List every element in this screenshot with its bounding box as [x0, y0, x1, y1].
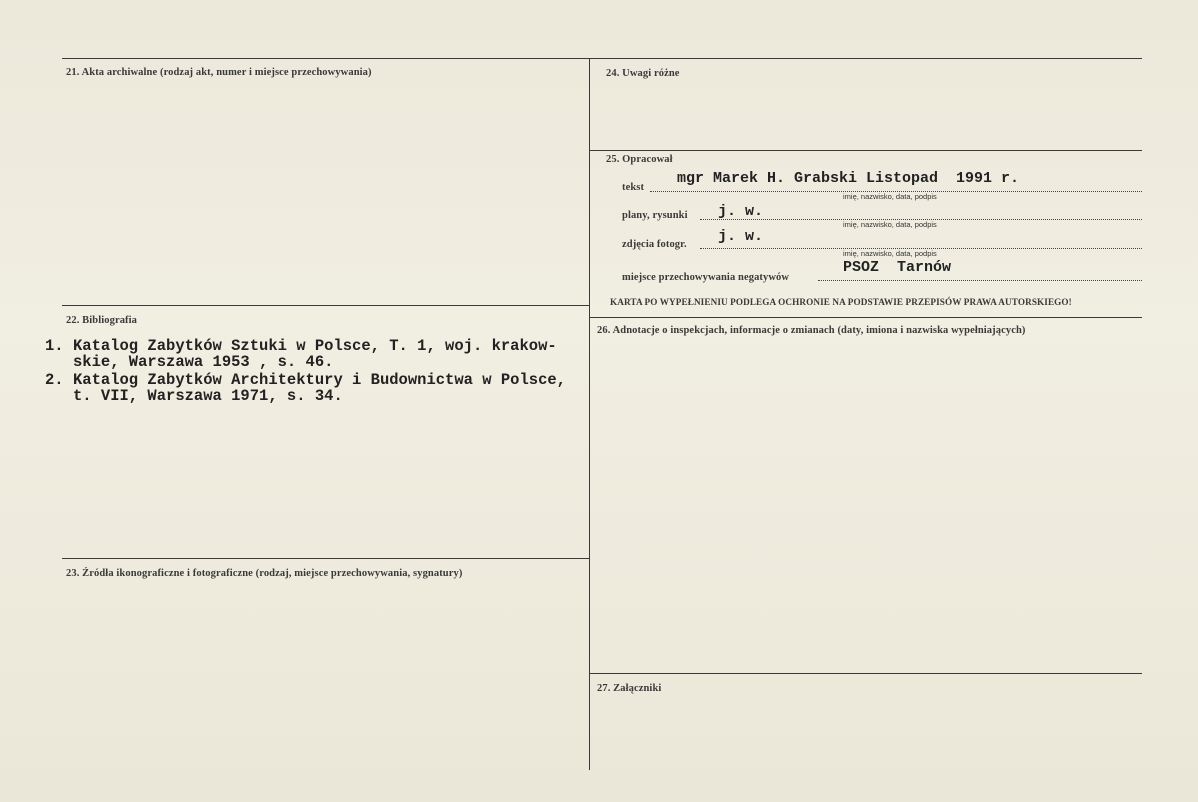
bibliography-item-number: 1. [45, 337, 64, 355]
plany-value: j. w. [718, 203, 764, 220]
zdjecia-label: zdjęcia fotogr. [622, 239, 687, 250]
negatywy-label: miejsce przechowywania negatywów [622, 272, 790, 283]
rule-27 [590, 673, 1142, 674]
plany-hint: imię, nazwisko, data, podpis [843, 220, 937, 229]
center-divider [589, 58, 590, 770]
bibliography-item-text: Katalog Zabytków Architektury i Budownictwa w Polsce, t. VII, Warszawa 1971, s. 34. [73, 371, 566, 405]
bibliography-item-text: Katalog Zabytków Sztuki w Polsce, T. 1, woj. krakow- skie, Warszawa 1953 , s. 46. [73, 337, 557, 371]
section-24-label: 24. Uwagi różne [606, 68, 680, 79]
rule-25 [590, 150, 1142, 151]
section-27-label: 27. Załączniki [597, 683, 662, 694]
bibliography-list [45, 338, 590, 404]
rule-26 [590, 317, 1142, 318]
zdjecia-hint: imię, nazwisko, data, podpis [843, 249, 937, 258]
bibliography-item [45, 338, 590, 370]
tekst-value: mgr Marek H. Grabski Listopad 1991 r. [677, 170, 1020, 187]
section-25-label: 25. Opracował [606, 154, 673, 165]
section-26-label: 26. Adnotacje o inspekcjach, informacje o zmianach (daty, imiona i nazwiska wypełniających) [597, 325, 1026, 336]
section-23-label: 23. Źródła ikonograficzne i fotograficzne (rodzaj, miejsce przechowywania, sygnatury) [66, 568, 463, 579]
bibliography-item-number: 2. [45, 371, 64, 389]
negatywy-value: PSOZ Tarnów [843, 259, 952, 276]
plany-label: plany, rysunki [622, 210, 688, 221]
bibliography-item [45, 372, 590, 404]
zdjecia-value: j. w. [718, 228, 764, 245]
tekst-hint: imię, nazwisko, data, podpis [843, 192, 937, 201]
section-21-label: 21. Akta archiwalne (rodzaj akt, numer i miejsce przechowywania) [66, 67, 372, 78]
negatywy-dotted-line [818, 280, 1142, 281]
tekst-label: tekst [622, 182, 645, 193]
section-22-label: 22. Bibliografia [66, 315, 138, 326]
copyright-notice: KARTA PO WYPEŁNIENIU PODLEGA OCHRONIE NA PODSTAWIE PRZEPISÓW PRAWA AUTORSKIEGO! [610, 297, 1072, 307]
rule-22 [62, 305, 589, 306]
rule-23 [62, 558, 589, 559]
top-rule [62, 58, 1142, 59]
